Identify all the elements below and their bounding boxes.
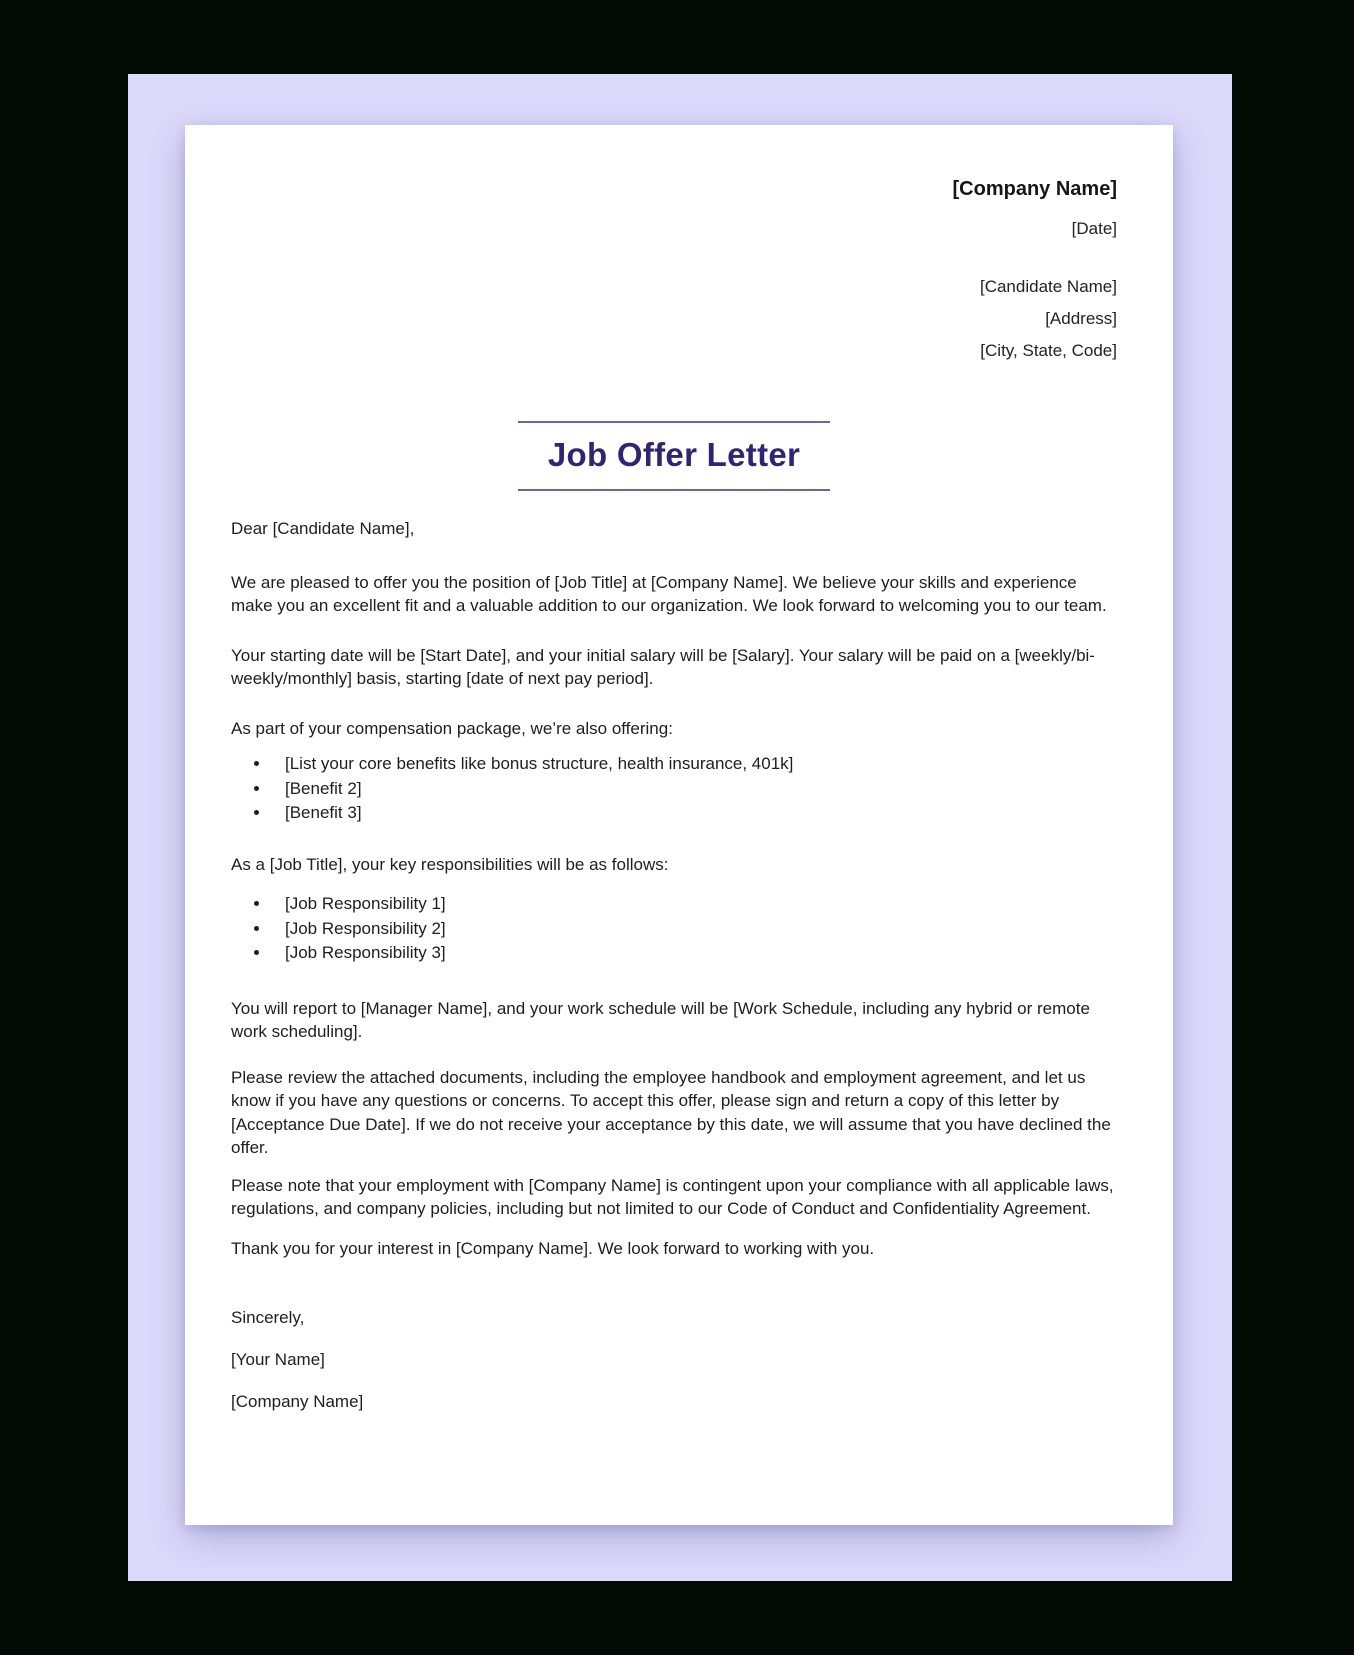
title-block — [518, 421, 830, 491]
letter-header — [231, 175, 1117, 367]
header-date: [Date] — [1071, 219, 1117, 238]
header-company-name: [Company Name] — [952, 178, 1117, 200]
paragraph-contingent: Please note that your employment with [Company Name] is contingent upon your compliance with all applicable laws, regulations, and company policies, including but not limited to our Code of Conduct and Confidentiality Agreement. — [231, 1175, 1114, 1218]
responsibility-item: • [Job Responsibility 2] — [271, 917, 1117, 941]
letter-body — [231, 517, 1117, 1414]
header-candidate-name: [Candidate Name] — [979, 277, 1117, 296]
paragraph-compensation-lead: As part of your compensation package, we’re also offering: — [231, 718, 673, 738]
paragraph-report: You will report to [Manager Name], and your work schedule will be [Work Schedule, including any hybrid or remote work scheduling]. — [231, 998, 1090, 1041]
background-mat — [128, 74, 1232, 1581]
title-rule-top — [518, 421, 830, 423]
responsibilities-list — [231, 892, 1117, 965]
header-spacer — [231, 245, 1117, 271]
paragraph-responsibilities-lead: As a [Job Title], your key responsibilities will be as follows: — [231, 854, 669, 874]
page-title: Job Offer Letter — [547, 436, 801, 473]
title-rule-bottom — [518, 489, 830, 491]
paragraph-intro: We are pleased to offer you the position of [Job Title] at [Company Name]. We believe your skills and experience make you an excellent fit and a valuable addition to our organization. We look forward to welcoming you to our team. — [231, 572, 1107, 615]
closing-sincerely: Sincerely, — [231, 1308, 305, 1327]
responsibility-item: • [Job Responsibility 3] — [271, 941, 1117, 965]
benefit-item: • [Benefit 3] — [271, 801, 1117, 825]
header-city-state-code: [City, State, Code] — [980, 341, 1117, 360]
salutation: Dear [Candidate Name], — [231, 519, 415, 538]
paragraph-thanks: Thank you for your interest in [Company Name]. We look forward to working with you. — [231, 1238, 875, 1258]
benefit-item: • [Benefit 2] — [271, 777, 1117, 801]
letter-page — [185, 125, 1173, 1525]
closing-your-name: [Your Name] — [231, 1349, 325, 1369]
paragraph-start-date: Your starting date will be [Start Date], and your initial salary will be [Salary]. Your salary will be paid on a [weekly/bi-weekly/monthly] basis, starting [date of next pay period]. — [231, 645, 1095, 688]
closing-company-name: [Company Name] — [231, 1392, 364, 1411]
responsibility-item: • [Job Responsibility 1] — [271, 892, 1117, 916]
benefits-list — [231, 752, 1117, 825]
benefit-item: • [List your core benefits like bonus structure, health insurance, 401k] — [271, 752, 1117, 776]
header-address: [Address] — [1045, 309, 1117, 328]
paragraph-review: Please review the attached documents, including the employee handbook and employment agreement, and let us know if you have any questions or concerns. To accept this offer, please sign and return a copy of this letter by [Acceptance Due Date]. If we do not receive your acceptance by this date, we will assume that you have declined the offer. — [231, 1067, 1111, 1157]
